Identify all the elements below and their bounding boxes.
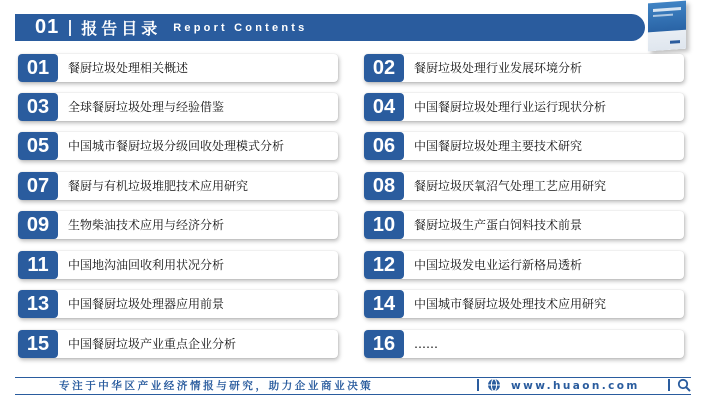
report-book-icon <box>648 1 686 52</box>
item-label: 中国餐厨垃圾产业重点企业分析 <box>68 337 237 351</box>
contents-item[interactable] <box>18 54 338 82</box>
book-title-line <box>653 7 681 12</box>
contents-item[interactable] <box>364 330 684 358</box>
item-number: 15 <box>18 330 58 358</box>
search-icon[interactable] <box>677 378 691 392</box>
page-subtitle: Report Contents <box>173 21 308 34</box>
book-subtitle-line <box>653 14 673 17</box>
item-number: 11 <box>18 251 58 279</box>
contents-item[interactable] <box>18 132 338 160</box>
item-number: 07 <box>18 172 58 200</box>
item-label: 餐厨垃圾厌氧沼气处理工艺应用研究 <box>414 179 607 193</box>
item-label: 餐厨垃圾处理相关概述 <box>68 61 189 75</box>
item-label: 餐厨与有机垃圾堆肥技术应用研究 <box>68 179 249 193</box>
item-number: 01 <box>18 54 58 82</box>
item-label: 中国餐厨垃圾处理器应用前景 <box>68 297 225 311</box>
contents-item[interactable] <box>18 290 338 318</box>
contents-item[interactable] <box>18 251 338 279</box>
item-number: 03 <box>18 93 58 121</box>
contents-item[interactable] <box>18 172 338 200</box>
item-label: 餐厨垃圾生产蛋白饲料技术前景 <box>414 218 583 232</box>
contents-item[interactable] <box>364 54 684 82</box>
item-label: 中国地沟油回收利用状况分析 <box>68 258 225 272</box>
item-number: 04 <box>364 93 404 121</box>
item-label: 中国垃圾发电业运行新格局透析 <box>414 258 583 272</box>
contents-item[interactable] <box>364 172 684 200</box>
item-label: …… <box>414 337 438 351</box>
page-title: 报告目录 <box>81 19 162 38</box>
item-number: 13 <box>18 290 58 318</box>
item-number: 05 <box>18 132 58 160</box>
book-logo-mark <box>670 40 680 44</box>
contents-item[interactable] <box>364 211 684 239</box>
item-label: 中国城市餐厨垃圾处理技术应用研究 <box>414 297 607 311</box>
item-label: 生物柴油技术应用与经济分析 <box>68 218 225 232</box>
item-label: 餐厨垃圾处理行业发展环境分析 <box>414 61 583 75</box>
item-number: 06 <box>364 132 404 160</box>
section-number: 01 <box>35 16 60 38</box>
item-number: 12 <box>364 251 404 279</box>
header-banner <box>15 14 645 41</box>
contents-item[interactable] <box>364 132 684 160</box>
footer-website[interactable]: www.huaon.com <box>511 380 640 392</box>
item-number: 16 <box>364 330 404 358</box>
footer-divider <box>477 379 479 391</box>
item-label: 中国餐厨垃圾处理行业运行现状分析 <box>414 100 607 114</box>
footer-divider <box>668 379 670 391</box>
footer-bar <box>15 377 691 394</box>
contents-item[interactable] <box>18 330 338 358</box>
item-label: 全球餐厨垃圾处理与经验借鉴 <box>68 100 225 114</box>
contents-item[interactable] <box>18 93 338 121</box>
item-number: 10 <box>364 211 404 239</box>
item-number: 02 <box>364 54 404 82</box>
item-number: 14 <box>364 290 404 318</box>
contents-item[interactable] <box>364 290 684 318</box>
item-number: 08 <box>364 172 404 200</box>
contents-item[interactable] <box>364 251 684 279</box>
footer-brand-text: 专注于中华区产业经济情报与研究，助力企业商业决策 <box>59 380 374 392</box>
contents-item[interactable] <box>364 93 684 121</box>
contents-item[interactable] <box>18 211 338 239</box>
item-label: 中国城市餐厨垃圾分级回收处理模式分析 <box>68 139 285 153</box>
item-label: 中国餐厨垃圾处理主要技术研究 <box>414 139 583 153</box>
item-number: 09 <box>18 211 58 239</box>
header-divider <box>69 20 71 36</box>
globe-icon <box>487 378 501 392</box>
